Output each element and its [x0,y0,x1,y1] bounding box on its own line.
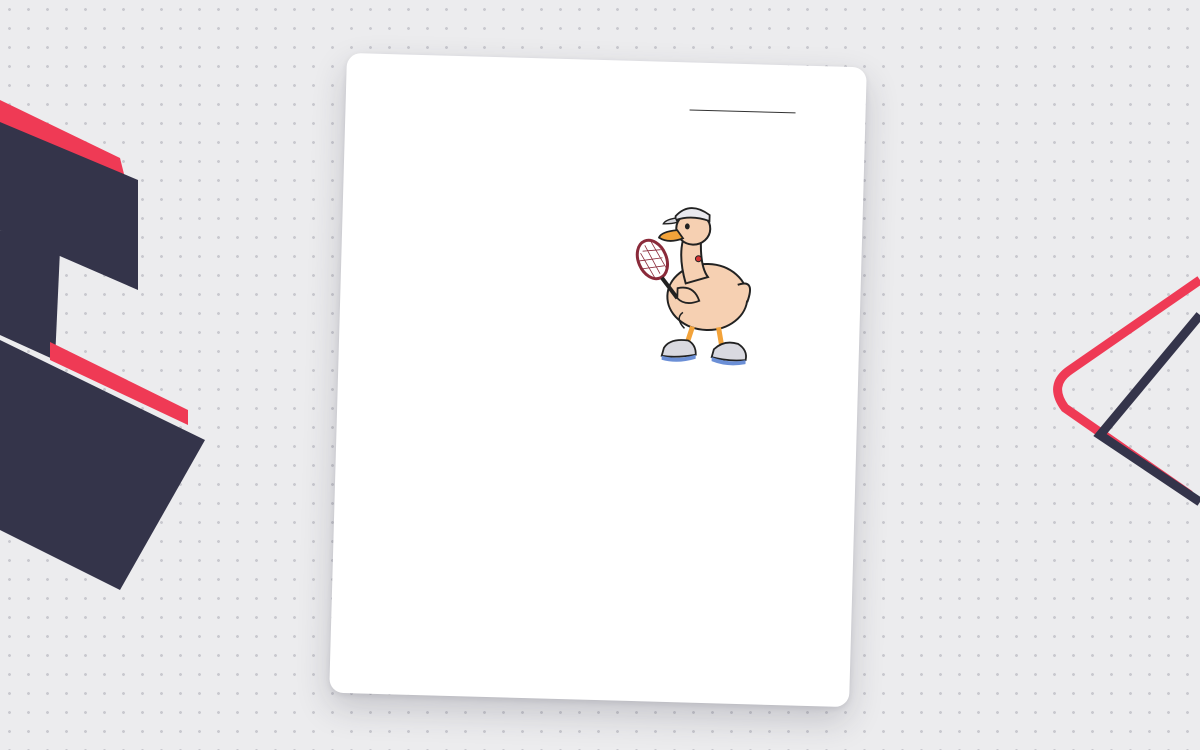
left-decoration [0,80,215,600]
duck-tennis-icon [613,186,768,370]
worksheet [329,53,867,707]
worksheet-paper [329,53,867,707]
right-decoration [1040,270,1200,520]
